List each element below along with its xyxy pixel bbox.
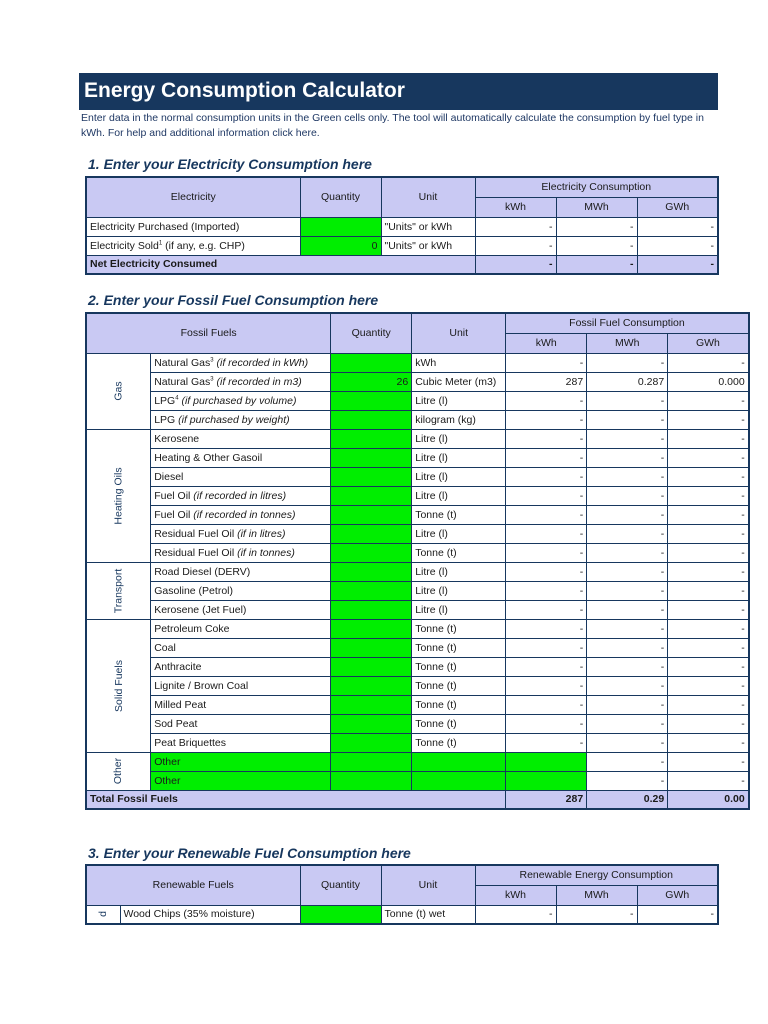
renewable-table (85, 864, 719, 925)
table-row (86, 505, 749, 524)
mwh-value: - (587, 657, 668, 676)
total-gwh: - (637, 255, 718, 274)
gwh-value: - (668, 353, 749, 372)
quantity-input[interactable] (331, 676, 412, 695)
gwh-value: - (668, 638, 749, 657)
col-header-kwh: kWh (475, 197, 556, 217)
kwh-value: - (506, 600, 587, 619)
unit-cell: Litre (l) (412, 429, 506, 448)
unit-cell: kilogram (kg) (412, 410, 506, 429)
table-row (86, 676, 749, 695)
table-row (86, 372, 749, 391)
mwh-value: - (587, 771, 668, 790)
section3-title: 3. Enter your Renewable Fuel Consumption here (88, 845, 411, 861)
gwh-value: - (668, 752, 749, 771)
gwh-value: - (668, 771, 749, 790)
mwh-value: - (587, 524, 668, 543)
row-label-text: Lignite / Brown Coal (154, 679, 249, 692)
col-header-mwh: MWh (587, 333, 668, 353)
gwh-value: - (668, 429, 749, 448)
row-label-text: Electricity Sold (90, 239, 159, 252)
quantity-input[interactable] (331, 714, 412, 733)
group-label: Solid Fuels (112, 659, 125, 712)
quantity-input[interactable] (331, 429, 412, 448)
quantity-input[interactable] (331, 391, 412, 410)
unit-cell: Litre (l) (412, 581, 506, 600)
total-kwh: 287 (506, 790, 587, 809)
quantity-input[interactable] (331, 733, 412, 752)
col-header-name: Renewable Fuels (86, 865, 300, 905)
unit-cell: Litre (l) (412, 562, 506, 581)
gwh-value: - (668, 695, 749, 714)
row-label-note: (if any, e.g. CHP) (162, 239, 245, 252)
unit-cell: Litre (l) (412, 486, 506, 505)
col-header-unit: Unit (412, 313, 506, 353)
row-label-note: (if purchased by weight) (175, 413, 290, 426)
row-label-text: Petroleum Coke (154, 622, 230, 635)
row-label-note: (if recorded in tonnes) (190, 508, 296, 521)
quantity-input[interactable] (331, 524, 412, 543)
unit-cell: Litre (l) (412, 600, 506, 619)
gwh-value: - (668, 619, 749, 638)
mwh-value: - (587, 429, 668, 448)
total-mwh: 0.29 (587, 790, 668, 809)
row-label (151, 448, 331, 467)
group-label-cell (86, 353, 151, 429)
kwh-value: - (506, 676, 587, 695)
gwh-value: - (668, 467, 749, 486)
table-row (86, 905, 718, 924)
kwh-value: - (506, 695, 587, 714)
gwh-value: - (668, 714, 749, 733)
quantity-input[interactable] (331, 353, 412, 372)
unit-cell: Tonne (t) (412, 733, 506, 752)
col-header-gwh: GWh (668, 333, 749, 353)
row-label (151, 467, 331, 486)
row-label-text: Wood Chips (35% moisture) (123, 908, 255, 921)
kwh-value: - (475, 236, 556, 255)
mwh-value: - (587, 505, 668, 524)
kwh-value: - (506, 505, 587, 524)
row-label-text: LPG (154, 413, 176, 426)
group-label: Transport (112, 568, 125, 613)
row-label-text: Diesel (154, 470, 184, 483)
row-label (151, 562, 331, 581)
quantity-input[interactable] (331, 467, 412, 486)
kwh-value: - (506, 410, 587, 429)
gwh-value: - (637, 905, 718, 924)
row-label-text: Gasoline (Petrol) (154, 584, 233, 597)
table-row (86, 353, 749, 372)
gwh-value: - (668, 410, 749, 429)
row-label (120, 905, 300, 924)
row-label-text: Fuel Oil (154, 508, 191, 521)
kwh-value: - (506, 448, 587, 467)
row-label-text: Coal (154, 641, 176, 654)
quantity-input[interactable] (331, 619, 412, 638)
row-label (151, 543, 331, 562)
col-header-quantity: Quantity (331, 313, 412, 353)
col-header-kwh: kWh (506, 333, 587, 353)
gwh-value: - (668, 524, 749, 543)
gwh-value: - (668, 581, 749, 600)
kwh-value: - (506, 391, 587, 410)
mwh-value: - (587, 562, 668, 581)
kwh-value: - (506, 543, 587, 562)
col-header-group: Electricity Consumption (475, 177, 718, 197)
row-label-note: (if in tonnes) (234, 546, 295, 559)
col-header-group: Renewable Energy Consumption (475, 865, 718, 885)
kwh-value: - (506, 562, 587, 581)
table-row (86, 467, 749, 486)
row-label (151, 429, 331, 448)
unit-cell: Tonne (t) (412, 543, 506, 562)
row-label[interactable] (151, 752, 331, 771)
table-row (86, 600, 749, 619)
row-label-text: LPG (154, 394, 176, 407)
row-label-text: Residual Fuel Oil (154, 546, 235, 559)
gwh-value: - (668, 391, 749, 410)
kwh-value[interactable] (506, 752, 587, 771)
table-row (86, 448, 749, 467)
col-header-mwh: MWh (556, 885, 637, 905)
total-label: Net Electricity Consumed (86, 255, 475, 274)
mwh-value: - (587, 448, 668, 467)
row-label (86, 236, 300, 255)
kwh-value: - (506, 714, 587, 733)
group-label-cell (86, 562, 151, 619)
row-label (151, 391, 331, 410)
row-label (151, 410, 331, 429)
group-label-cell (86, 429, 151, 562)
col-header-group: Fossil Fuel Consumption (506, 313, 749, 333)
unit-cell: "Units" or kWh (381, 236, 475, 255)
intro-text: Enter data in the normal consumption units in the Green cells only. The tool will automatically calculate the consumption by fuel type in kWh. For help and additional information click here. (81, 112, 704, 139)
table-row (86, 391, 749, 410)
group-label-cell (86, 905, 120, 924)
unit-cell: kWh (412, 353, 506, 372)
quantity-input[interactable] (331, 638, 412, 657)
unit-cell: Tonne (t) (412, 619, 506, 638)
quantity-input[interactable] (331, 581, 412, 600)
table-row (86, 752, 749, 771)
quantity-input[interactable]: 0 (300, 236, 381, 255)
table-row (86, 714, 749, 733)
footnote-marker: 1 (158, 240, 163, 246)
gwh-value: - (668, 600, 749, 619)
unit-cell: Tonne (t) (412, 676, 506, 695)
group-label: Other (112, 757, 125, 785)
gwh-value: - (668, 676, 749, 695)
mwh-value: - (587, 581, 668, 600)
total-gwh: 0.00 (668, 790, 749, 809)
row-label (151, 733, 331, 752)
row-label-text: Natural Gas (154, 375, 211, 388)
mwh-value: - (587, 752, 668, 771)
table-row (86, 429, 749, 448)
unit-cell[interactable] (412, 771, 506, 790)
unit-cell[interactable] (412, 752, 506, 771)
kwh-value: - (506, 353, 587, 372)
row-label-text: Milled Peat (154, 698, 207, 711)
table-row (86, 524, 749, 543)
mwh-value: - (556, 905, 637, 924)
electricity-table (85, 176, 719, 275)
kwh-value: - (506, 733, 587, 752)
row-label (151, 372, 331, 391)
row-label-text: Kerosene (154, 432, 200, 445)
kwh-value[interactable] (506, 771, 587, 790)
row-label-note: (if recorded in kWh) (213, 356, 309, 369)
page-title: Energy Consumption Calculator (79, 73, 718, 110)
mwh-value: - (587, 733, 668, 752)
row-label (151, 657, 331, 676)
unit-cell: Litre (l) (412, 524, 506, 543)
kwh-value: - (506, 638, 587, 657)
group-label-cell (86, 752, 151, 790)
group-label: d (97, 911, 110, 918)
kwh-value: - (475, 905, 556, 924)
total-kwh: - (475, 255, 556, 274)
gwh-value: - (637, 217, 718, 236)
quantity-input[interactable] (331, 657, 412, 676)
table-row (86, 236, 718, 255)
kwh-value: - (475, 217, 556, 236)
unit-cell: "Units" or kWh (381, 217, 475, 236)
mwh-value: - (556, 217, 637, 236)
row-label-text: Electricity Purchased (Imported) (90, 220, 240, 233)
row-label (151, 619, 331, 638)
kwh-value: - (506, 619, 587, 638)
mwh-value: - (587, 410, 668, 429)
row-label[interactable] (151, 771, 331, 790)
row-label-text: Sod Peat (154, 717, 198, 730)
kwh-value: - (506, 486, 587, 505)
row-label (151, 353, 331, 372)
gwh-value: - (668, 543, 749, 562)
row-label-text: Natural Gas (154, 356, 211, 369)
mwh-value: - (587, 638, 668, 657)
mwh-value: - (587, 676, 668, 695)
gwh-value: - (668, 486, 749, 505)
group-label: Gas (112, 381, 125, 401)
unit-cell: Cubic Meter (m3) (412, 372, 506, 391)
footnote-marker: 3 (210, 376, 214, 382)
unit-cell: Tonne (t) (412, 714, 506, 733)
unit-cell: Tonne (t) wet (381, 905, 475, 924)
group-label: Heating Oils (112, 466, 125, 525)
table-row (86, 619, 749, 638)
col-header-gwh: GWh (637, 197, 718, 217)
row-label (151, 505, 331, 524)
col-header-quantity: Quantity (300, 865, 381, 905)
row-label-note: (if recorded in litres) (190, 489, 287, 502)
row-label-note: (if purchased by volume) (178, 394, 297, 407)
footnote-marker: 3 (210, 357, 214, 363)
mwh-value: - (587, 353, 668, 372)
row-label-text: Kerosene (Jet Fuel) (154, 603, 247, 616)
table-row (86, 562, 749, 581)
gwh-value: - (668, 448, 749, 467)
col-header-mwh: MWh (556, 197, 637, 217)
mwh-value: - (556, 236, 637, 255)
mwh-value: 0.287 (587, 372, 668, 391)
gwh-value: - (668, 657, 749, 676)
row-label (151, 486, 331, 505)
mwh-value: - (587, 486, 668, 505)
kwh-value: - (506, 524, 587, 543)
total-label: Total Fossil Fuels (86, 790, 506, 809)
row-label (151, 581, 331, 600)
quantity-input[interactable] (331, 771, 412, 790)
col-header-unit: Unit (381, 865, 475, 905)
table-row (86, 695, 749, 714)
unit-cell: Litre (l) (412, 467, 506, 486)
gwh-value: - (668, 733, 749, 752)
table-row (86, 733, 749, 752)
quantity-input[interactable] (300, 905, 381, 924)
kwh-value: 287 (506, 372, 587, 391)
row-label (151, 676, 331, 695)
table-row (86, 543, 749, 562)
table-row (86, 217, 718, 236)
row-label-text: Other (154, 774, 181, 787)
unit-cell: Litre (l) (412, 448, 506, 467)
quantity-input[interactable] (331, 410, 412, 429)
mwh-value: - (587, 543, 668, 562)
row-label-text: Peat Briquettes (154, 736, 226, 749)
group-label-cell (86, 619, 151, 752)
gwh-value: - (637, 236, 718, 255)
col-header-quantity: Quantity (300, 177, 381, 217)
quantity-input[interactable] (331, 543, 412, 562)
table-row (86, 486, 749, 505)
table-row (86, 771, 749, 790)
col-header-kwh: kWh (475, 885, 556, 905)
unit-cell: Tonne (t) (412, 695, 506, 714)
quantity-input[interactable] (331, 448, 412, 467)
section1-title: 1. Enter your Electricity Consumption here (88, 156, 372, 172)
row-label-text: Other (154, 755, 181, 768)
table-row (86, 638, 749, 657)
col-header-name: Fossil Fuels (86, 313, 331, 353)
mwh-value: - (587, 619, 668, 638)
quantity-input[interactable] (331, 695, 412, 714)
row-label-note: (if recorded in m3) (213, 375, 302, 388)
gwh-value: - (668, 505, 749, 524)
unit-cell: Tonne (t) (412, 505, 506, 524)
row-label (151, 638, 331, 657)
row-label-text: Fuel Oil (154, 489, 191, 502)
kwh-value: - (506, 657, 587, 676)
row-label (151, 695, 331, 714)
row-label-note: (if in litres) (234, 527, 286, 540)
mwh-value: - (587, 714, 668, 733)
row-label (151, 600, 331, 619)
mwh-value: - (587, 695, 668, 714)
row-label-text: Heating & Other Gasoil (154, 451, 263, 464)
row-label (151, 714, 331, 733)
quantity-input[interactable] (331, 752, 412, 771)
row-label (151, 524, 331, 543)
gwh-value: - (668, 562, 749, 581)
quantity-input[interactable]: 26 (331, 372, 412, 391)
footnote-marker: 4 (175, 395, 179, 401)
kwh-value: - (506, 581, 587, 600)
mwh-value: - (587, 391, 668, 410)
mwh-value: - (587, 467, 668, 486)
unit-cell: Tonne (t) (412, 657, 506, 676)
quantity-input[interactable] (300, 217, 381, 236)
quantity-input[interactable] (331, 600, 412, 619)
row-label-text: Road Diesel (DERV) (154, 565, 251, 578)
table-row (86, 657, 749, 676)
kwh-value: - (506, 467, 587, 486)
col-header-name: Electricity (86, 177, 300, 217)
row-label-text: Residual Fuel Oil (154, 527, 235, 540)
quantity-input[interactable] (331, 562, 412, 581)
table-row (86, 581, 749, 600)
unit-cell: Tonne (t) (412, 638, 506, 657)
row-label-text: Anthracite (154, 660, 202, 673)
unit-cell: Litre (l) (412, 391, 506, 410)
gwh-value: 0.000 (668, 372, 749, 391)
total-mwh: - (556, 255, 637, 274)
quantity-input[interactable] (331, 486, 412, 505)
col-header-unit: Unit (381, 177, 475, 217)
mwh-value: - (587, 600, 668, 619)
fossil-fuel-table (85, 312, 750, 810)
quantity-input[interactable] (331, 505, 412, 524)
table-row (86, 410, 749, 429)
row-label (86, 217, 300, 236)
renewable-clip (0, 864, 768, 927)
col-header-gwh: GWh (637, 885, 718, 905)
kwh-value: - (506, 429, 587, 448)
section2-title: 2. Enter your Fossil Fuel Consumption here (88, 292, 379, 308)
